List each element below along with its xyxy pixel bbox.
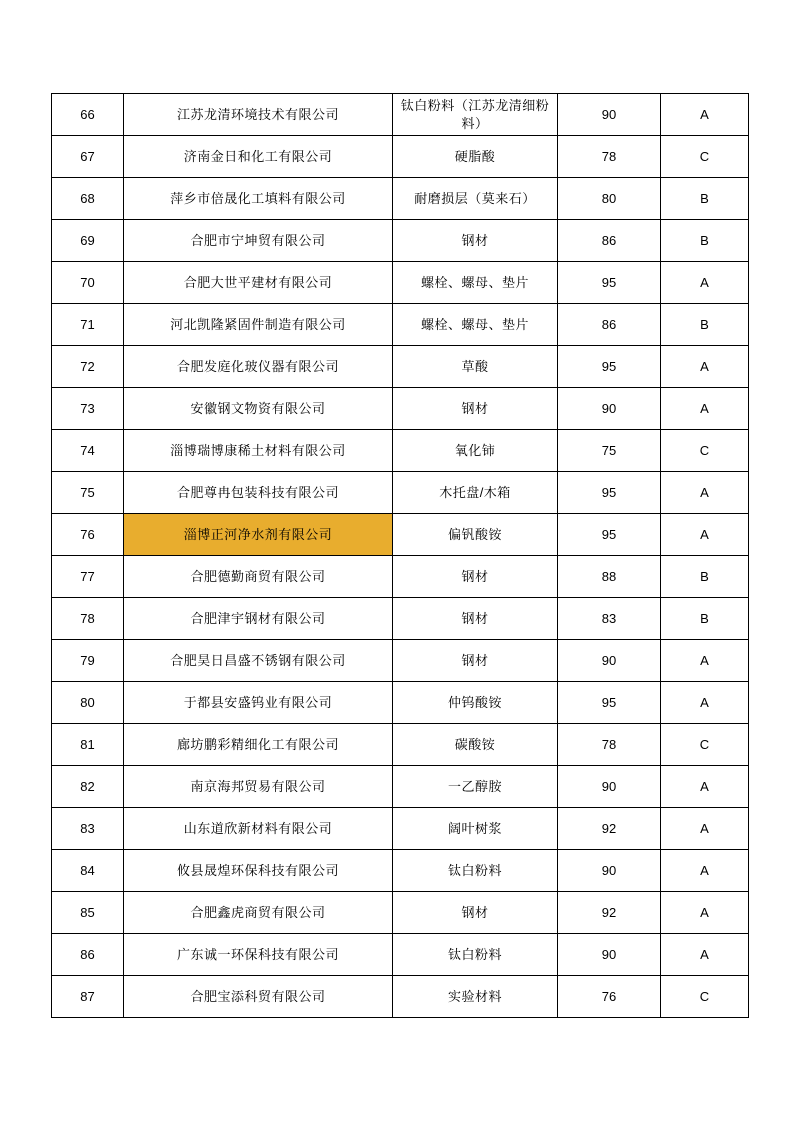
cell-supplier-name: 廊坊鹏彩精细化工有限公司 bbox=[124, 724, 393, 766]
cell-score: 95 bbox=[558, 262, 661, 304]
cell-grade: A bbox=[661, 850, 749, 892]
cell-supplier-name: 攸县晟煌环保科技有限公司 bbox=[124, 850, 393, 892]
table-row bbox=[52, 388, 749, 430]
table-row bbox=[52, 556, 749, 598]
cell-supplier-name: 萍乡市倍晟化工填料有限公司 bbox=[124, 178, 393, 220]
table-row bbox=[52, 262, 749, 304]
cell-grade: A bbox=[661, 514, 749, 556]
table-row bbox=[52, 178, 749, 220]
table-row bbox=[52, 136, 749, 178]
cell-serial-number: 68 bbox=[52, 178, 124, 220]
cell-material: 钢材 bbox=[393, 220, 558, 262]
cell-supplier-name: 合肥宝添科贸有限公司 bbox=[124, 976, 393, 1018]
cell-material: 钢材 bbox=[393, 640, 558, 682]
cell-score: 90 bbox=[558, 934, 661, 976]
cell-grade: A bbox=[661, 388, 749, 430]
cell-serial-number: 77 bbox=[52, 556, 124, 598]
cell-supplier-name: 江苏龙清环境技术有限公司 bbox=[124, 94, 393, 136]
cell-score: 80 bbox=[558, 178, 661, 220]
cell-supplier-name: 淄博正河净水剂有限公司 bbox=[124, 514, 393, 556]
cell-grade: B bbox=[661, 220, 749, 262]
cell-supplier-name: 合肥昊日昌盛不锈钢有限公司 bbox=[124, 640, 393, 682]
cell-material: 钛白粉料 bbox=[393, 934, 558, 976]
cell-supplier-name: 安徽钢文物资有限公司 bbox=[124, 388, 393, 430]
table-row bbox=[52, 724, 749, 766]
cell-material: 一乙醇胺 bbox=[393, 766, 558, 808]
cell-grade: A bbox=[661, 934, 749, 976]
cell-score: 92 bbox=[558, 892, 661, 934]
table-row bbox=[52, 976, 749, 1018]
cell-grade: C bbox=[661, 430, 749, 472]
cell-material: 草酸 bbox=[393, 346, 558, 388]
cell-material: 螺栓、螺母、垫片 bbox=[393, 304, 558, 346]
cell-score: 95 bbox=[558, 346, 661, 388]
cell-material: 钛白粉料 bbox=[393, 850, 558, 892]
cell-grade: A bbox=[661, 766, 749, 808]
cell-supplier-name: 山东道欣新材料有限公司 bbox=[124, 808, 393, 850]
table-row bbox=[52, 94, 749, 136]
table-row bbox=[52, 430, 749, 472]
cell-serial-number: 81 bbox=[52, 724, 124, 766]
cell-material: 钢材 bbox=[393, 598, 558, 640]
cell-material: 阔叶树浆 bbox=[393, 808, 558, 850]
cell-serial-number: 84 bbox=[52, 850, 124, 892]
cell-grade: C bbox=[661, 136, 749, 178]
cell-grade: A bbox=[661, 94, 749, 136]
cell-grade: C bbox=[661, 724, 749, 766]
table-row bbox=[52, 514, 749, 556]
cell-supplier-name: 合肥尊冉包装科技有限公司 bbox=[124, 472, 393, 514]
cell-serial-number: 73 bbox=[52, 388, 124, 430]
cell-supplier-name: 合肥发庭化玻仪器有限公司 bbox=[124, 346, 393, 388]
cell-serial-number: 72 bbox=[52, 346, 124, 388]
cell-material: 钢材 bbox=[393, 388, 558, 430]
cell-material: 钢材 bbox=[393, 556, 558, 598]
table-row bbox=[52, 766, 749, 808]
cell-grade: B bbox=[661, 556, 749, 598]
cell-material: 仲钨酸铵 bbox=[393, 682, 558, 724]
cell-grade: A bbox=[661, 892, 749, 934]
table-row bbox=[52, 346, 749, 388]
cell-grade: A bbox=[661, 472, 749, 514]
table-row bbox=[52, 892, 749, 934]
cell-serial-number: 75 bbox=[52, 472, 124, 514]
cell-grade: A bbox=[661, 682, 749, 724]
cell-score: 76 bbox=[558, 976, 661, 1018]
cell-serial-number: 66 bbox=[52, 94, 124, 136]
cell-score: 86 bbox=[558, 220, 661, 262]
table-row bbox=[52, 472, 749, 514]
cell-supplier-name: 河北凯隆紧固件制造有限公司 bbox=[124, 304, 393, 346]
cell-score: 86 bbox=[558, 304, 661, 346]
cell-serial-number: 70 bbox=[52, 262, 124, 304]
cell-material: 氧化铈 bbox=[393, 430, 558, 472]
cell-serial-number: 69 bbox=[52, 220, 124, 262]
cell-serial-number: 67 bbox=[52, 136, 124, 178]
cell-supplier-name: 合肥德勤商贸有限公司 bbox=[124, 556, 393, 598]
cell-material: 钢材 bbox=[393, 892, 558, 934]
supplier-table-wrapper bbox=[51, 93, 748, 1018]
cell-supplier-name: 淄博瑞博康稀土材料有限公司 bbox=[124, 430, 393, 472]
table-row bbox=[52, 850, 749, 892]
cell-grade: B bbox=[661, 598, 749, 640]
cell-serial-number: 83 bbox=[52, 808, 124, 850]
cell-grade: A bbox=[661, 346, 749, 388]
cell-score: 75 bbox=[558, 430, 661, 472]
cell-score: 90 bbox=[558, 94, 661, 136]
cell-material: 偏钒酸铵 bbox=[393, 514, 558, 556]
cell-supplier-name: 广东诚一环保科技有限公司 bbox=[124, 934, 393, 976]
table-row bbox=[52, 808, 749, 850]
cell-serial-number: 87 bbox=[52, 976, 124, 1018]
cell-material: 钛白粉料（江苏龙清细粉料） bbox=[393, 94, 558, 136]
cell-material: 实验材料 bbox=[393, 976, 558, 1018]
supplier-table-body bbox=[52, 94, 749, 1018]
cell-material: 硬脂酸 bbox=[393, 136, 558, 178]
cell-score: 78 bbox=[558, 136, 661, 178]
cell-supplier-name: 合肥鑫虎商贸有限公司 bbox=[124, 892, 393, 934]
cell-score: 83 bbox=[558, 598, 661, 640]
cell-serial-number: 79 bbox=[52, 640, 124, 682]
cell-score: 95 bbox=[558, 514, 661, 556]
cell-score: 90 bbox=[558, 850, 661, 892]
cell-score: 90 bbox=[558, 640, 661, 682]
cell-serial-number: 78 bbox=[52, 598, 124, 640]
cell-grade: C bbox=[661, 976, 749, 1018]
cell-supplier-name: 合肥大世平建材有限公司 bbox=[124, 262, 393, 304]
cell-supplier-name: 合肥津宇钢材有限公司 bbox=[124, 598, 393, 640]
cell-supplier-name: 于都县安盛钨业有限公司 bbox=[124, 682, 393, 724]
cell-material: 碳酸铵 bbox=[393, 724, 558, 766]
table-row bbox=[52, 640, 749, 682]
supplier-table bbox=[51, 93, 749, 1018]
cell-supplier-name: 合肥市宁坤贸有限公司 bbox=[124, 220, 393, 262]
cell-grade: B bbox=[661, 178, 749, 220]
table-row bbox=[52, 934, 749, 976]
cell-score: 88 bbox=[558, 556, 661, 598]
cell-score: 90 bbox=[558, 766, 661, 808]
cell-score: 78 bbox=[558, 724, 661, 766]
cell-score: 90 bbox=[558, 388, 661, 430]
cell-supplier-name: 济南金日和化工有限公司 bbox=[124, 136, 393, 178]
cell-material: 螺栓、螺母、垫片 bbox=[393, 262, 558, 304]
cell-serial-number: 85 bbox=[52, 892, 124, 934]
cell-serial-number: 74 bbox=[52, 430, 124, 472]
cell-score: 95 bbox=[558, 472, 661, 514]
table-row bbox=[52, 598, 749, 640]
cell-grade: A bbox=[661, 262, 749, 304]
cell-material: 耐磨损层（莫来石） bbox=[393, 178, 558, 220]
cell-score: 95 bbox=[558, 682, 661, 724]
table-row bbox=[52, 682, 749, 724]
table-row bbox=[52, 304, 749, 346]
cell-serial-number: 76 bbox=[52, 514, 124, 556]
cell-score: 92 bbox=[558, 808, 661, 850]
table-row bbox=[52, 220, 749, 262]
cell-grade: B bbox=[661, 304, 749, 346]
cell-grade: A bbox=[661, 808, 749, 850]
cell-serial-number: 82 bbox=[52, 766, 124, 808]
cell-serial-number: 86 bbox=[52, 934, 124, 976]
cell-grade: A bbox=[661, 640, 749, 682]
cell-supplier-name: 南京海邦贸易有限公司 bbox=[124, 766, 393, 808]
cell-serial-number: 80 bbox=[52, 682, 124, 724]
cell-serial-number: 71 bbox=[52, 304, 124, 346]
cell-material: 木托盘/木箱 bbox=[393, 472, 558, 514]
